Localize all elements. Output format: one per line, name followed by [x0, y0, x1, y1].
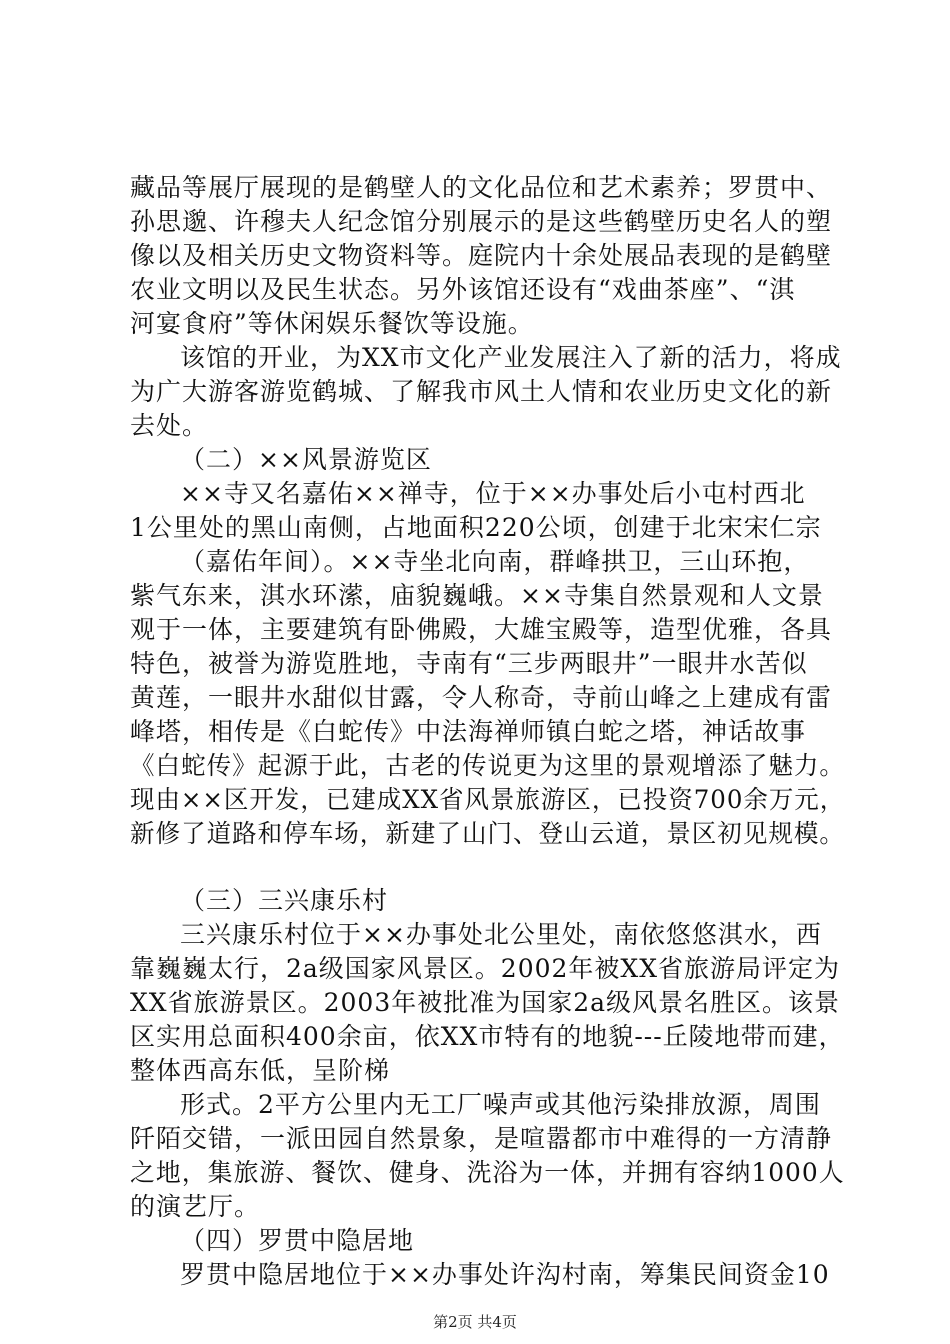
- text-line: 靠巍巍太行，2a级国家风景区。2002年被XX省旅游局评定为: [130, 954, 841, 983]
- section-heading: （三）三兴康乐村: [180, 886, 389, 915]
- section-heading: （二）××风景游览区: [180, 445, 432, 474]
- text-line: 河宴食府”等休闲娱乐餐饮等设施。: [130, 309, 534, 338]
- text-line: 像以及相关历史文物资料等。庭院内十余处展品表现的是鹤壁: [130, 241, 833, 270]
- text-line: 为广大游客游览鹤城、了解我市风土人情和农业历史文化的新: [130, 377, 833, 406]
- text-line: 紫气东来，淇水环潆，庙貌巍峨。××寺集自然景观和人文景: [130, 581, 824, 610]
- paragraph-start-line: ××寺又名嘉佑××禅寺，位于××办事处后小屯村西北: [180, 479, 806, 508]
- text-line: （嘉佑年间）。××寺坐北向南，群峰拱卫，三山环抱，: [180, 547, 810, 576]
- text-line: 《白蛇传》起源于此，古老的传说更为这里的景观增添了魅力。: [130, 751, 845, 780]
- text-line: 整体西高东低，呈阶梯: [130, 1056, 391, 1085]
- text-line: 阡陌交错，一派田园自然景象，是喧嚣都市中难得的一方清静: [130, 1124, 833, 1153]
- text-line: 峰塔，相传是《白蛇传》中法海禅师镇白蛇之塔，神话故事: [130, 717, 807, 746]
- paragraph-start-line: 该馆的开业，为XX市文化产业发展注入了新的活力，将成: [180, 343, 842, 372]
- text-line: 之地，集旅游、餐饮、健身、洗浴为一体，并拥有容纳1000人: [130, 1158, 845, 1187]
- text-line: 形式。2平方公里内无工厂噪声或其他污染排放源，周围: [180, 1090, 821, 1119]
- page-footer: 第2页 共4页: [433, 1313, 517, 1331]
- text-line: 区实用总面积400余亩，依XX市特有的地貌---丘陵地带而建，: [130, 1022, 845, 1051]
- text-line: 去处。: [130, 411, 209, 440]
- text-line: 孙思邈、许穆夫人纪念馆分别展示的是这些鹤壁历史名人的塑: [130, 207, 833, 236]
- text-line: 的演艺厅。: [130, 1192, 261, 1221]
- text-line: 新修了道路和停车场，新建了山门、登山云道，景区初见规模。: [130, 819, 845, 848]
- text-line: 观于一体，主要建筑有卧佛殿，大雄宝殿等，造型优雅，各具: [130, 615, 833, 644]
- text-line: 黄莲，一眼井水甜似甘露，令人称奇，寺前山峰之上建成有雷: [130, 683, 833, 712]
- text-line: 农业文明以及民生状态。另外该馆还设有“戏曲茶座”、“淇: [130, 275, 796, 304]
- paragraph-start-line: 三兴康乐村位于××办事处北公里处，南依悠悠淇水，西: [180, 920, 822, 949]
- text-line: 特色，被誉为游览胜地，寺南有“三步两眼井”一眼井水苦似: [130, 649, 808, 678]
- text-line: 现由××区开发，已建成XX省风景旅游区，已投资700余万元，: [130, 785, 846, 814]
- paragraph-start-line: 罗贯中隐居地位于××办事处许沟村南，筹集民间资金10: [180, 1260, 830, 1289]
- section-heading: （四）罗贯中隐居地: [180, 1226, 415, 1255]
- text-line: 1公里处的黑山南侧，占地面积220公顷，创建于北宋宋仁宗: [130, 513, 822, 542]
- text-line: XX省旅游景区。2003年被批准为国家2a级风景名胜区。该景: [130, 988, 841, 1017]
- text-line: 藏品等展厅展现的是鹤壁人的文化品位和艺术素养；罗贯中、: [130, 173, 833, 202]
